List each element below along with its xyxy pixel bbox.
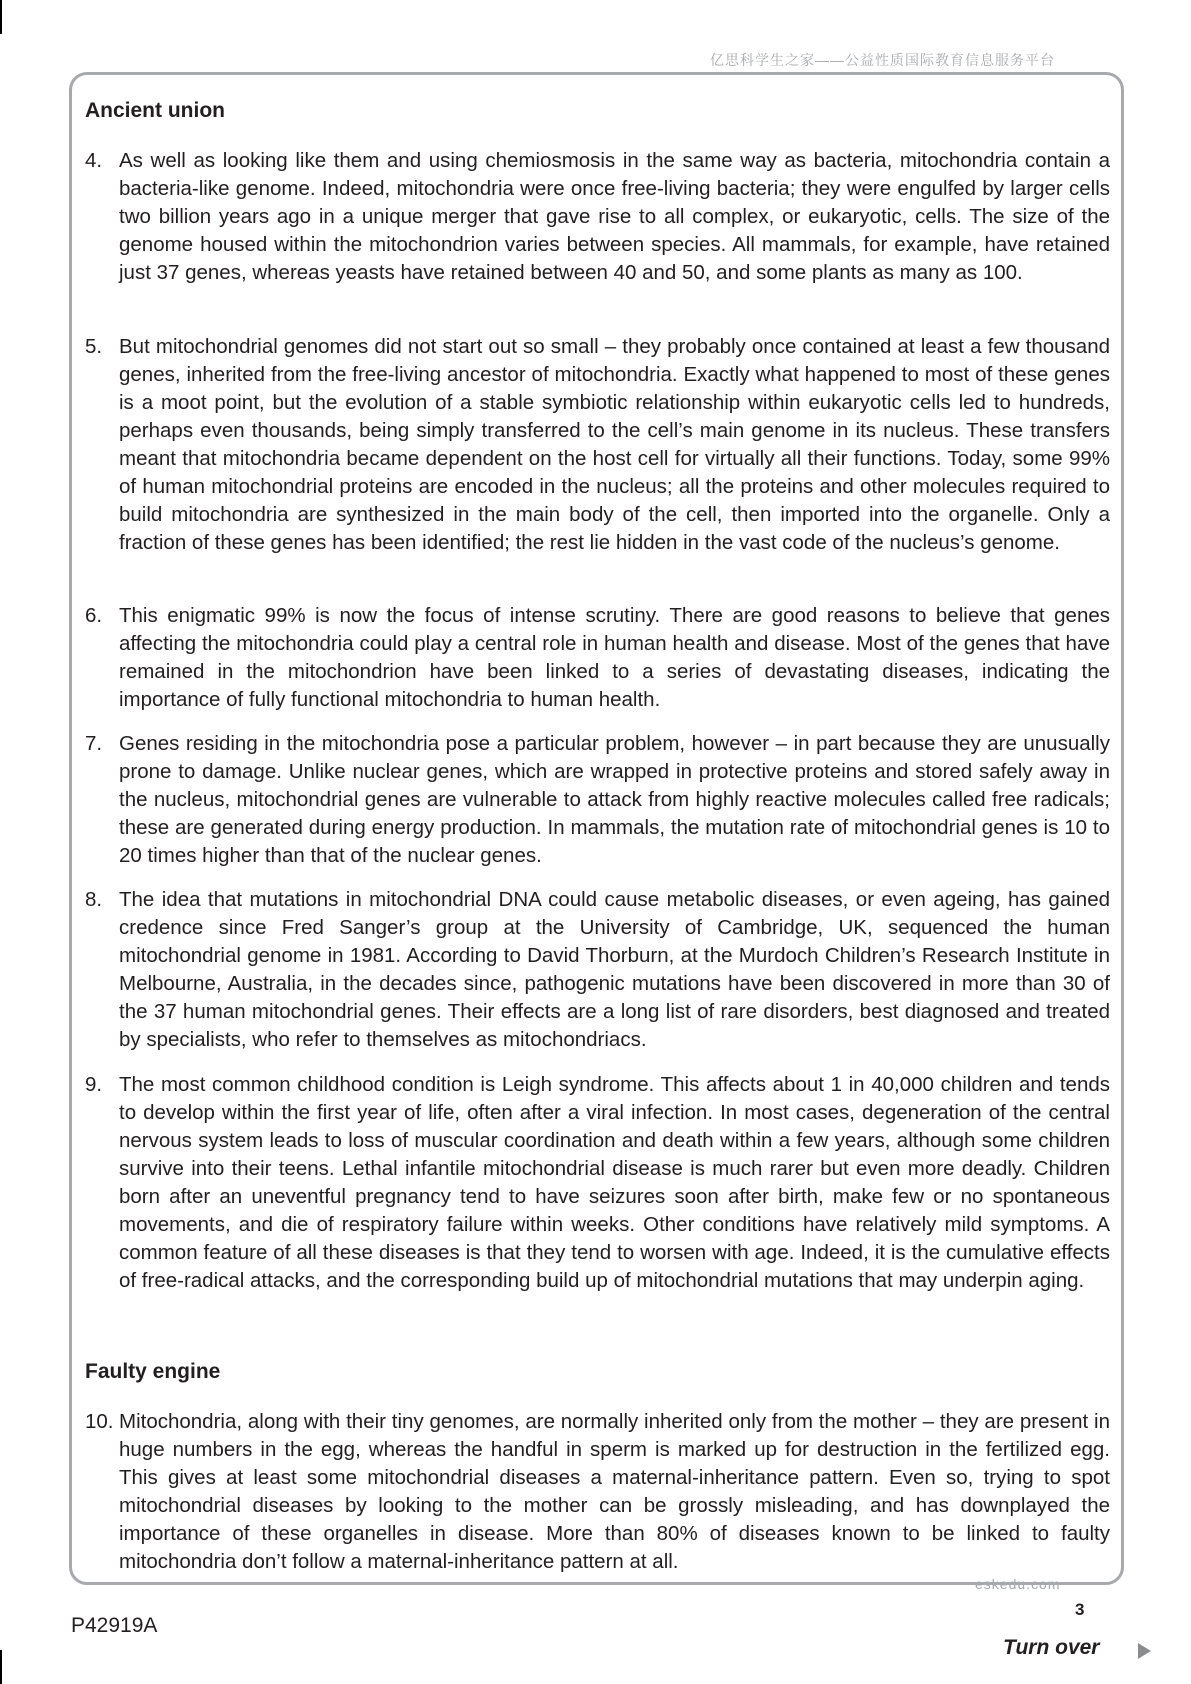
paragraph-number: 5. — [85, 335, 103, 358]
footer-watermark: eskedu.com — [975, 1576, 1061, 1592]
crop-mark-top-vertical — [0, 0, 2, 34]
turn-over-label: Turn over — [1003, 1636, 1100, 1659]
header-watermark: 亿思科学生之家——公益性质国际教育信息服务平台 — [710, 52, 1055, 68]
right-triangle-icon — [1138, 1643, 1151, 1659]
paragraph-5 — [85, 333, 1110, 557]
paragraph-6 — [85, 602, 1110, 714]
paragraph-10 — [85, 1408, 1110, 1576]
section-title-ancient-union: Ancient union — [85, 99, 225, 122]
paragraph-number: 8. — [85, 888, 103, 911]
paragraph-text: Genes residing in the mitochondria pose a particular problem, however – in part because they are unusually prone to damage. Unlike nuclear genes, which are wrapped in protective proteins and stored safely away in the nucleus, mitochondrial genes are vulnerable to attack from highly reactive molecules called free radicals; these are generated during energy production. In mammals, the mutation rate of mitochondrial genes is 10 to 20 times higher than that of the nuclear genes. — [119, 732, 1110, 867]
paragraph-8 — [85, 886, 1110, 1054]
paragraph-4 — [85, 147, 1110, 287]
paragraph-number: 4. — [85, 149, 103, 172]
section-title-faulty-engine: Faulty engine — [85, 1360, 221, 1383]
paragraph-text: But mitochondrial genomes did not start out so small – they probably once contained at least a few thousand genes, inherited from the free-living ancestor of mitochondria. Exactly what happened to most of these genes is a moot point, but the evolution of a stable symbiotic relationship within eukaryotic cells led to hundreds, perhaps even thousands, being simply transferred to the cell’s main genome in its nucleus. These transfers meant that mitochondria became dependent on the host cell for virtually all their functions. Today, some 99% of human mitochondrial proteins are encoded in the nucleus; all the proteins and other molecules required to build mitochondria are synthesized in the main body of the cell, then imported into the organelle. Only a fraction of these genes has been identified; the rest lie hidden in the vast code of the nucleus’s genome. — [119, 335, 1110, 554]
paragraph-number: 7. — [85, 732, 103, 755]
paragraph-number: 10. — [85, 1410, 114, 1433]
paragraph-number: 9. — [85, 1073, 103, 1096]
crop-mark-bottom-vertical — [0, 1650, 2, 1684]
paragraph-text: The idea that mutations in mitochondrial DNA could cause metabolic diseases, or even ageing, has gained credence since Fred Sanger’s group at the University of Cambridge, UK, sequenced the human mitochondrial genome in 1981. According to David Thorburn, at the Murdoch Children’s Research Institute in Melbourne, Australia, in the decades since, pathogenic mutations have been discovered in more than 30 of the 37 human mitochondrial genes. Their effects are a long list of rare disorders, best diagnosed and treated by specialists, who refer to themselves as mitochondriacs. — [119, 888, 1110, 1051]
paragraph-text: This enigmatic 99% is now the focus of intense scrutiny. There are good reasons to believe that genes affecting the mitochondria could play a central role in human health and disease. Most of the genes that have remained in the mitochondrion have been linked to a series of devastating diseases, indicating the importance of fully functional mitochondria to human health. — [119, 604, 1110, 711]
page-number: 3 — [1075, 1600, 1085, 1619]
paragraph-number: 6. — [85, 604, 103, 627]
paragraph-9 — [85, 1071, 1110, 1295]
paragraph-text: As well as looking like them and using chemiosmosis in the same way as bacteria, mitochondria contain a bacteria-like genome. Indeed, mitochondria were once free-living bacteria; they were engulfed by larger cells two billion years ago in a unique merger that gave rise to all complex, or eukaryotic, cells. The size of the genome housed within the mitochondrion varies between species. All mammals, for example, have retained just 37 genes, whereas yeasts have retained between 40 and 50, and some plants as many as 100. — [119, 149, 1110, 284]
paragraph-7 — [85, 730, 1110, 870]
paper-reference: P42919A — [71, 1614, 158, 1637]
paragraph-text: The most common childhood condition is Leigh syndrome. This affects about 1 in 40,000 children and tends to develop within the first year of life, often after a viral infection. In most cases, degeneration of the central nervous system leads to loss of muscular coordination and death within a few years, although some children survive into their teens. Lethal infantile mitochondrial disease is much rarer but even more deadly. Children born after an uneventful pregnancy tend to have seizures soon after birth, make few or no spontaneous movements, and die of respiratory failure within weeks. Other conditions have relatively mild symptoms. A common feature of all these diseases is that they tend to worsen with age. Indeed, it is the cumulative effects of free-radical attacks, and the corresponding build up of mitochondrial mutations that may underpin aging. — [119, 1073, 1110, 1292]
paragraph-text: Mitochondria, along with their tiny genomes, are normally inherited only from the mother – they are present in huge numbers in the egg, whereas the handful in sperm is marked up for destruction in the fertilized egg. This gives at least some mitochondrial diseases a maternal-inheritance pattern. Even so, trying to spot mitochondrial diseases by looking to the mother can be grossly misleading, and has downplayed the importance of these organelles in disease. More than 80% of diseases known to be linked to faulty mitochondria don’t follow a maternal-inheritance pattern at all. — [119, 1410, 1110, 1573]
